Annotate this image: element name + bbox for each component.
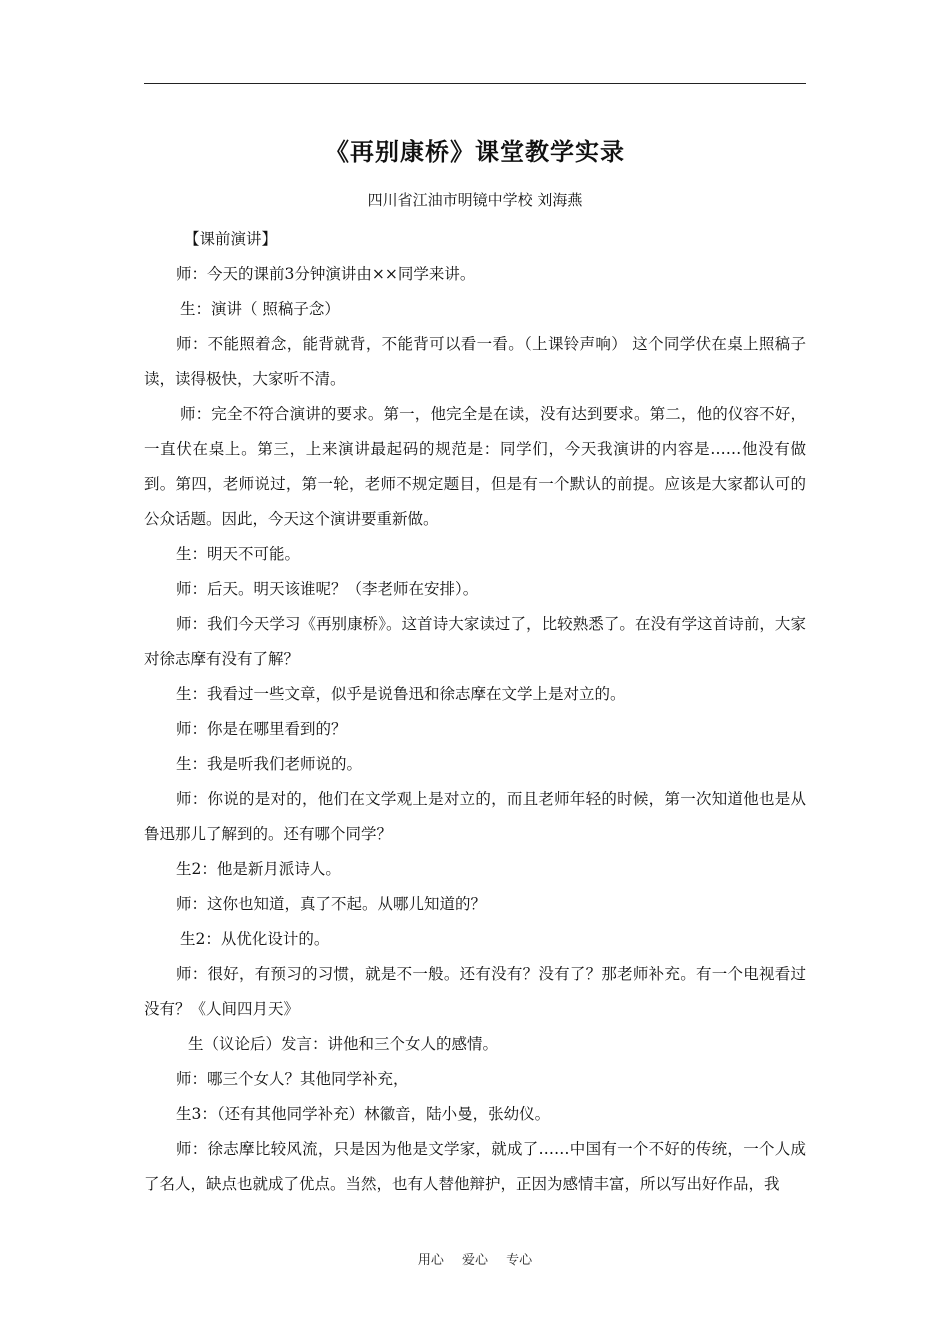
paragraph: 师：这你也知道，真了不起。从哪儿知道的？ [176, 895, 487, 913]
paragraph: 生（议论后）发言：讲他和三个女人的感情。 [188, 1035, 499, 1053]
paragraph: 生：我看过一些文章，似乎是说鲁迅和徐志摩在文学上是对立的。 [176, 685, 626, 703]
page-footer [0, 1249, 950, 1268]
paragraph: 生2：他是新月派诗人。 [176, 860, 341, 878]
paragraph: 师：今天的课前3分钟演讲由××同学来讲。 [176, 265, 476, 283]
header-rule [144, 83, 806, 84]
paragraph: 师：后天。明天该谁呢？（李老师在安排）。 [176, 580, 479, 598]
paragraph: 师：不能照着念，能背就背，不能背可以看一看。（上课铃声响） 这个同学伏在桌上照稿子读，读得极快，大家听不清。 [144, 335, 806, 388]
paragraph: 生：明天不可能。 [176, 545, 301, 563]
author-line: 四川省江油市明镜中学校 刘海燕 [367, 191, 583, 209]
paragraph: 生：演讲（ 照稿子念） [180, 300, 340, 318]
section-heading: 【课前演讲】 [184, 230, 278, 248]
footer-item: 用心 [417, 1253, 444, 1268]
paragraph: 师：我们今天学习《再别康桥》。这首诗大家读过了，比较熟悉了。在没有学这首诗前，大家对徐志摩有没有了解？ [144, 615, 806, 668]
paragraph: 生：我是听我们老师说的。 [176, 755, 363, 773]
paragraph: 生3：（还有其他同学补充）林徽音，陆小曼，张幼仪。 [176, 1105, 551, 1123]
footer-item: 专心 [506, 1253, 533, 1268]
paragraph: 师：你说的是对的，他们在文学观上是对立的，而且老师年轻的时候，第一次知道他也是从鲁迅那儿了解到的。还有哪个同学？ [144, 790, 806, 843]
paragraph: 师：完全不符合演讲的要求。第一，他完全是在读，没有达到要求。第二，他的仪容不好，一直伏在桌上。第三，上来演讲最起码的规范是：同学们，今天我演讲的内容是……他没有做到。第四，老师说过，第一轮，老师不规定题目，但是有一个默认的前提。应该是大家都认可的公众话题。因此，今天这个演讲要重新做。 [144, 405, 806, 528]
footer-item: 爱心 [461, 1253, 488, 1268]
document-body [144, 222, 806, 1202]
paragraph: 师：很好，有预习的习惯，就是不一般。还有没有？没有了？那老师补充。有一个电视看过没有？《人间四月天》 [144, 965, 806, 1018]
paragraph: 师：你是在哪里看到的？ [176, 720, 347, 738]
paragraph: 师：徐志摩比较风流，只是因为他是文学家，就成了……中国有一个不好的传统，一个人成了名人，缺点也就成了优点。当然，也有人替他辩护，正因为感情丰富，所以写出好作品，我 [144, 1140, 806, 1193]
paragraph: 师：哪三个女人？其他同学补充， [176, 1070, 409, 1088]
paragraph: 生2：从优化设计的。 [180, 930, 330, 948]
page-title: 《再别康桥》课堂教学实录 [325, 138, 625, 166]
